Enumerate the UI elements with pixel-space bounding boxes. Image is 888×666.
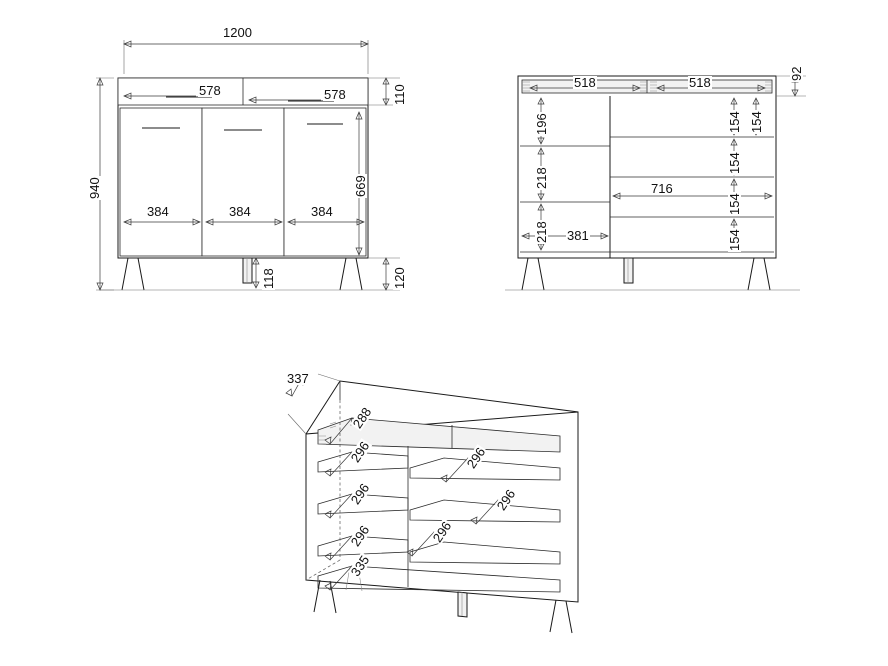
dim-iso-drawer-depth: 288 [349, 404, 375, 431]
dim-section-gap-outer: 154 [749, 111, 764, 133]
dim-section-gap-3: 154 [727, 193, 742, 215]
dim-section-top-gap: 92 [789, 66, 804, 81]
dim-front-total-height: 940 [87, 177, 102, 199]
dim-iso-shelf-6: 296 [429, 518, 455, 545]
dim-front-door-height: 669 [353, 175, 368, 197]
dim-front-drawer-left: 578 [199, 83, 221, 98]
dim-front-door-1: 384 [147, 204, 169, 219]
dim-section-compartment-3: 218 [534, 221, 549, 243]
dim-iso-bottom-depth: 335 [347, 552, 373, 579]
dim-iso-shelf-4: 296 [463, 444, 489, 471]
dim-front-total-width: 1200 [223, 25, 252, 40]
dim-section-drawer-right: 518 [689, 75, 711, 90]
dim-iso-shelf-5: 296 [493, 486, 519, 513]
dim-iso-shelf-3: 296 [347, 522, 373, 549]
dim-front-leg-height: 120 [392, 267, 407, 289]
dim-section-gap-2: 154 [727, 152, 742, 174]
dim-section-compartment-1: 196 [534, 113, 549, 135]
dim-front-center-foot: 118 [261, 268, 276, 289]
dim-section-gap-1: 154 [727, 111, 742, 133]
dim-section-drawer-left: 518 [574, 75, 596, 90]
dim-section-shelf-right: 716 [651, 181, 673, 196]
dim-front-drawer-right: 578 [324, 87, 346, 102]
dim-front-door-3: 384 [311, 204, 333, 219]
dim-iso-shelf-1: 296 [347, 438, 373, 465]
dim-section-gap-4: 154 [727, 229, 742, 251]
dim-iso-depth: 337 [287, 371, 309, 386]
dim-section-shelf-left: 381 [567, 228, 589, 243]
dim-front-door-2: 384 [229, 204, 251, 219]
dim-section-compartment-2: 218 [534, 167, 549, 189]
dim-iso-shelf-2: 296 [347, 480, 373, 507]
dim-front-drawer-height: 110 [392, 84, 407, 105]
